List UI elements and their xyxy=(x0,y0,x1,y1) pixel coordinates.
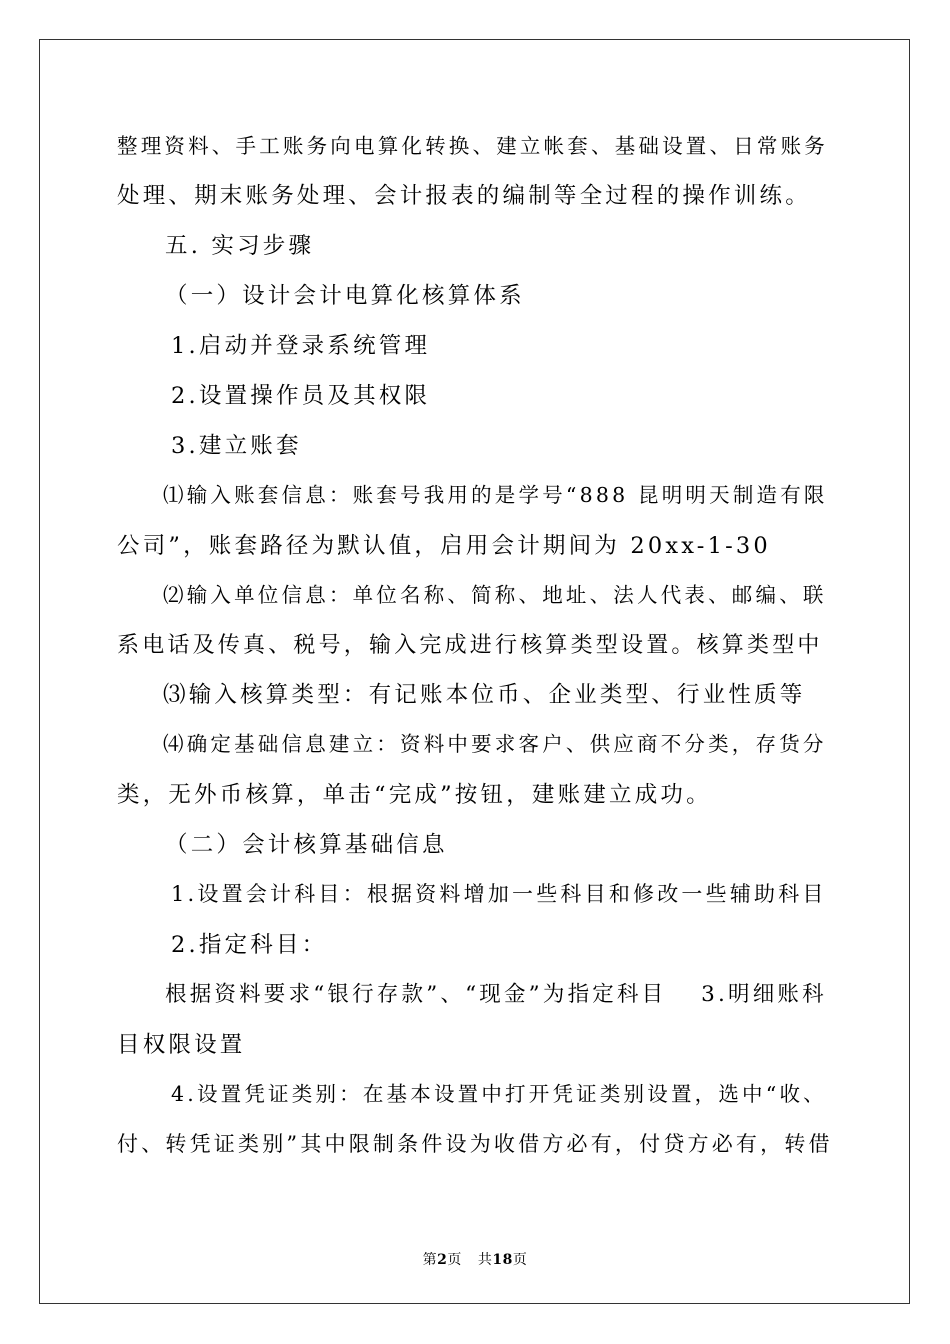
text-line-21: 付、转凭证类别”其中限制条件设为收借方必有，付贷方必有，转借 xyxy=(117,1132,833,1156)
text-line-5: 1.启动并登录系统管理 xyxy=(171,333,431,359)
footer-page-current: 2 xyxy=(437,1252,448,1268)
text-line-9: 公司”，账套路径为默认值，启用会计期间为 20xx-1-30 xyxy=(117,533,771,559)
text-line-19: 目权限设置 xyxy=(117,1032,246,1058)
text-line-1: 整理资料、手工账务向电算化转换、建立帐套、基础设置、日常账务 xyxy=(117,134,828,158)
text-line-2: 处理、期末账务处理、会计报表的编制等全过程的操作训练。 xyxy=(117,183,811,209)
subsection-heading-1: （一）设计会计电算化核算体系 xyxy=(165,283,525,309)
text-line-11: 系电话及传真、税号，输入完成进行核算类型设置。核算类型中 xyxy=(117,633,823,658)
footer-page-suffix: 页 xyxy=(447,1252,462,1268)
footer-total-prefix: 共 xyxy=(477,1252,493,1268)
text-line-17: 2.指定科目： xyxy=(171,932,328,958)
text-line-7: 3.建立账套 xyxy=(171,433,302,459)
page-border xyxy=(39,39,910,1304)
footer-page-prefix: 第 xyxy=(422,1252,438,1268)
text-line-13: ⑷确定基础信息建立：资料中要求客户、供应商不分类，存货分 xyxy=(163,732,827,756)
text-line-6: 2.设置操作员及其权限 xyxy=(171,383,431,409)
subsection-heading-2: （二）会计核算基础信息 xyxy=(165,832,448,858)
section-heading-5: 五. 实习步骤 xyxy=(165,233,315,259)
text-line-14: 类，无外币核算，单击“完成”按钮，建账建立成功。 xyxy=(117,782,712,808)
text-line-18: 根据资料要求“银行存款”、“现金”为指定科目 3.明细账科 xyxy=(165,982,827,1007)
text-line-16: 1.设置会计科目：根据资料增加一些科目和修改一些辅助科目 xyxy=(171,882,827,906)
text-line-20: 4.设置凭证类别：在基本设置中打开凭证类别设置，选中“收、 xyxy=(171,1082,827,1106)
text-line-12: ⑶输入核算类型：有记账本位币、企业类型、行业性质等 xyxy=(163,682,806,708)
text-line-10: ⑵输入单位信息：单位名称、简称、地址、法人代表、邮编、联 xyxy=(163,583,827,607)
footer-total-suffix: 页 xyxy=(512,1252,528,1268)
text-line-8: ⑴输入账套信息：账套号我用的是学号“888 昆明明天制造有限 xyxy=(163,483,828,507)
footer-page-total: 18 xyxy=(492,1252,513,1268)
page-footer xyxy=(0,1249,950,1269)
